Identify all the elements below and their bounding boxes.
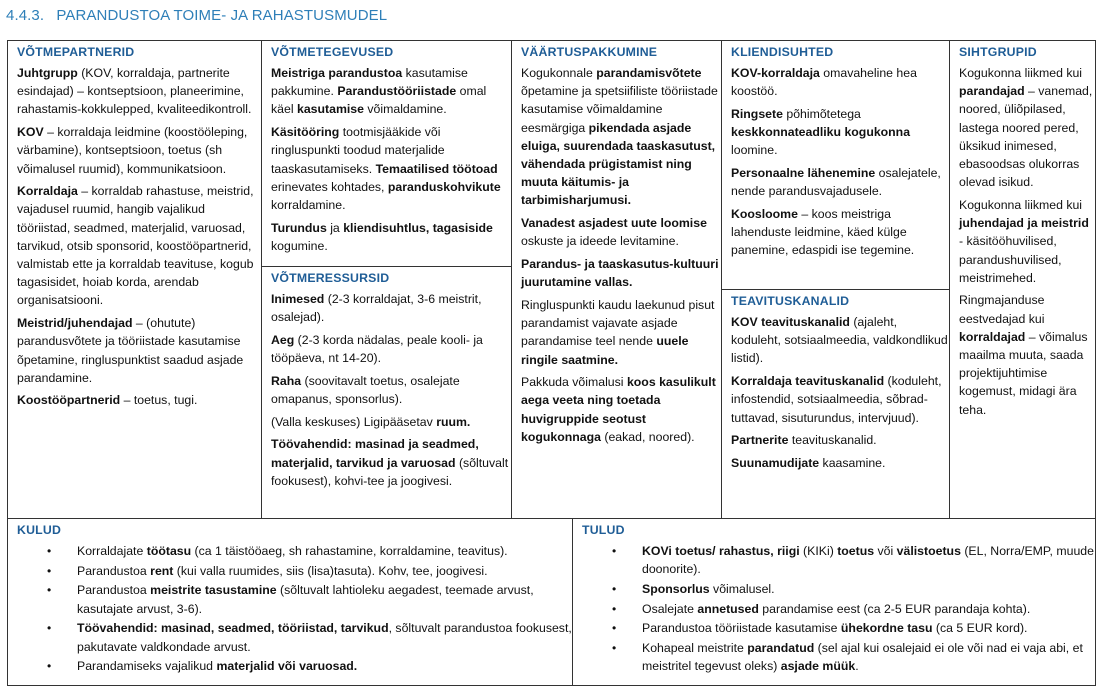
bullet-item xyxy=(77,619,572,655)
bold-text: kasutamise xyxy=(296,102,364,117)
text-run: (sõltuvalt lahtioleku aegadest, teemade arvust, kasutajate arvust, 3-6). xyxy=(77,583,534,616)
bold-text: rent xyxy=(150,563,174,578)
text-run: (kui valla ruumides, siis (lisa)tasuta). Kohv, tee, joogivesi. xyxy=(173,563,488,578)
text-run: või xyxy=(874,544,897,558)
text-run: Parandustoa xyxy=(77,563,151,578)
text-run: – korraldaja leidmine (koostööleping, värbamine), kontseptsioon, toetus (sh võimalusel ruumid), kommunikatsioon. xyxy=(17,125,248,176)
cell-title: VÕTMERESSURSID xyxy=(271,271,390,285)
text-run: parandamise eest (ca 2-5 EUR parandaja kohta). xyxy=(758,601,1031,616)
section-number: 4.4.3. xyxy=(6,7,45,24)
paragraph xyxy=(521,214,721,250)
bullet-list xyxy=(17,542,572,675)
text-run: Osalejate xyxy=(642,601,698,616)
text-run: – korraldab rahastuse, meistrid, vajadusel ruumid, hangib vajalikud tööriistad, seadmed, materjalid, varuosad, tarvikud, otsib sponsorid, koostööpartnerid, valmistab ette ja korraldab teavituse, kogub tagasisidet, hoiab korda, arendab organisatsiooni. xyxy=(17,184,254,308)
cell-body xyxy=(521,64,721,446)
section-heading xyxy=(6,7,387,24)
text-run: Kogukonnale xyxy=(521,66,597,80)
bold-text: Vanadest asjadest uute xyxy=(521,216,658,231)
bold-text: Töövahendid: masinad, seadmed, tööriistad, tarvikud xyxy=(77,621,389,636)
text-run: – võimalus maailma muuta, saada projektijuhtimise kogemust, midagi ära teha. xyxy=(959,329,1088,417)
bold-text: toetus xyxy=(837,544,875,558)
bullet-item xyxy=(642,600,1095,618)
bold-text: Partnerite xyxy=(731,433,789,448)
bold-text: pikendada asjade eluiga, suurendada taaskasutust, vähendada prügistamist ning muuta käitumis- ja tarbimisharjumusi. xyxy=(521,120,716,208)
paragraph xyxy=(731,105,949,160)
text-run: teavituskanalid. xyxy=(788,433,877,448)
cell-customer-relations xyxy=(721,40,950,290)
bold-text: parandatud xyxy=(747,641,815,656)
paragraph xyxy=(521,255,721,291)
text-run: Parandustoa tööriistade kasutamise xyxy=(642,621,841,636)
text-run: (2-3 korda nädalas, peale kooli- ja tööpäeva, nt 14-20). xyxy=(271,332,483,366)
text-run: - käsitööhuvilised, parandushuvilised, meistrimehed. xyxy=(959,234,1062,285)
bold-text: Korraldaja teavituskanalid xyxy=(731,374,885,389)
text-run: Parandustoa xyxy=(77,583,151,598)
business-model-canvas xyxy=(7,40,1096,686)
text-run: (ca 1 täistööaeg, sh rahastamine, korraldamine, teavitus). xyxy=(191,544,508,558)
text-run: Kogukonna liikmed kui xyxy=(959,197,1083,212)
cell-title: TULUD xyxy=(582,523,625,537)
paragraph xyxy=(731,205,949,260)
text-run: (eakad, noored). xyxy=(600,429,695,444)
text-run: võimalusel. xyxy=(709,581,775,596)
text-run: omal käel xyxy=(271,84,487,117)
bold-text: ühekordne tasu xyxy=(840,621,933,636)
text-run: kogumine. xyxy=(271,238,328,253)
cell-title: KLIENDISUHTED xyxy=(731,45,834,59)
cell-costs xyxy=(7,518,573,686)
cell-channels xyxy=(721,289,950,519)
bold-text: Temaatilised töötoad xyxy=(375,161,498,176)
bold-text: Aeg xyxy=(271,332,295,347)
cell-body xyxy=(959,64,1095,419)
bullet-item xyxy=(77,657,572,675)
bold-text: korraldajad xyxy=(959,329,1026,344)
text-run: õpetamine ja spetsiifiliste tööriistade kasutamise võimaldamine eesmärgiga xyxy=(521,84,718,135)
bold-text: Parandustööriistade xyxy=(337,84,457,99)
bold-text: Personaalne lähenemine xyxy=(731,166,876,181)
text-run: , sõltuvalt parandustoa fookusest, pakutavate valdkondade arvust. xyxy=(77,621,572,654)
bold-text: Käsitööring xyxy=(271,125,340,140)
text-run: (KOV, korraldaja, partnerite esindajad) – kontseptsioon, planeerimine, rahastamis-kokkulepped, kvaliteedikontroll. xyxy=(17,66,252,117)
text-run: (sel ajal kui osalejaid ei ole või nad ei vaja abi, et meistritel tegevust oleks) xyxy=(642,641,1083,674)
cell-title: VÄÄRTUSPAKKUMINE xyxy=(521,45,658,59)
paragraph xyxy=(271,219,511,255)
cell-value-proposition xyxy=(511,40,722,519)
bold-text: loomise xyxy=(660,216,707,231)
text-run: (ajaleht, koduleht, sotsiaalmeedia, valdkondlikud listid). xyxy=(731,315,948,366)
paragraph xyxy=(17,391,261,409)
text-run: korraldamine. xyxy=(271,197,346,212)
bold-text: materjalid või varuosad. xyxy=(216,659,358,674)
text-run: – vanemad, noored, üliõpilased, lastega noored pered, üksikud inimesed, ebasoodsas olukorras olevad isikud. xyxy=(959,84,1093,190)
cell-key-partners xyxy=(7,40,262,519)
bold-text: meistrite tasustamine xyxy=(150,583,277,598)
bold-text: juhendajad ja meistrid xyxy=(959,216,1089,231)
bold-text: kliendisuhtlus, tagasiside xyxy=(343,220,493,235)
paragraph xyxy=(731,313,949,368)
text-run: osalejatele, nende parandusvajadusele. xyxy=(731,166,941,199)
text-run: (sõltuvalt fookusest), kohvi-tee ja joogivesi. xyxy=(271,455,509,488)
paragraph xyxy=(731,64,949,100)
paragraph xyxy=(271,331,511,367)
text-run: põhimõtetega xyxy=(782,106,861,121)
text-run: omavaheline hea koostöö. xyxy=(731,66,917,99)
bold-text: parandamisvõtete xyxy=(596,66,702,80)
cell-body xyxy=(271,64,511,255)
text-run: – toetus, tugi. xyxy=(120,393,198,408)
bold-text: parandajad xyxy=(959,84,1025,99)
bold-text: Meistrid/juhendajad xyxy=(17,316,133,331)
bold-text: Turundus xyxy=(271,220,327,235)
bold-text: Suunamudijate xyxy=(731,455,820,470)
text-run: tootmisjääkide või ringluspunkti toodud materjalide taaskasutamiseks. xyxy=(271,125,445,176)
paragraph xyxy=(271,290,511,326)
bullet-item xyxy=(77,542,572,560)
text-run: (EL, Norra/EMP, muude doonorite). xyxy=(642,544,1094,577)
bold-text: koos kasulikult aega veeta ning toetada huvigruppide seotust kogukonnaga xyxy=(521,375,716,444)
bullet-list xyxy=(582,542,1095,675)
bold-text: KOVi toetus/ rahastus, riigi xyxy=(642,544,800,558)
paragraph xyxy=(521,373,721,446)
bold-text: Meistriga parandustoa xyxy=(271,66,403,80)
cell-customer-segments xyxy=(949,40,1096,519)
bold-text: Inimesed xyxy=(271,292,325,306)
text-run: Kohapeal meistrite xyxy=(642,641,748,656)
paragraph xyxy=(271,64,511,119)
bold-text: KOV xyxy=(17,125,44,140)
paragraph xyxy=(17,64,261,119)
bold-text: paranduskohvikute xyxy=(387,179,501,194)
paragraph xyxy=(731,372,949,427)
text-run: (2-3 korraldajat, 3-6 meistrit, osalejad). xyxy=(271,292,482,325)
cell-title: SIHTGRUPID xyxy=(959,45,1037,59)
cell-body xyxy=(731,313,949,472)
text-run: kaasamine. xyxy=(819,455,886,470)
paragraph xyxy=(521,296,721,369)
bold-text: keskkonnateadliku kogukonna xyxy=(731,125,911,140)
paragraph xyxy=(959,196,1095,287)
bold-text: välistoetus xyxy=(896,544,961,558)
text-run: erinevates kohtades, xyxy=(271,179,388,194)
text-run: – (ohutute) parandusvõtete ja tööriistade kasutamise õpetamine, ringluspunktist saadud asjade parandamine. xyxy=(17,316,244,385)
paragraph xyxy=(271,372,511,408)
paragraph xyxy=(17,182,261,309)
text-run: kasutamise pakkumine. xyxy=(271,66,468,99)
paragraph xyxy=(731,164,949,200)
bold-text: annetused xyxy=(697,601,759,616)
text-run: . xyxy=(855,659,859,674)
cell-body xyxy=(271,290,511,490)
text-run: Ringmajanduse eestvedajad kui xyxy=(959,293,1045,326)
paragraph xyxy=(17,314,261,387)
text-run: Korraldajate xyxy=(77,544,147,558)
paragraph xyxy=(17,123,261,178)
bullet-item xyxy=(642,639,1095,675)
paragraph xyxy=(271,123,511,214)
bold-text: ruum. xyxy=(436,414,471,429)
text-run: – koos meistriga lahenduste leidmine, käed külge panemine, edaspidi ise tegemine. xyxy=(731,206,915,258)
bold-text: Juhtgrupp xyxy=(17,66,78,80)
text-run: (ca 5 EUR kord). xyxy=(932,621,1028,636)
bold-text: Sponsorlus xyxy=(642,581,710,596)
cell-title: TEAVITUSKANALID xyxy=(731,294,850,308)
bold-text: uuele ringile saatmine. xyxy=(521,334,689,367)
text-run: oskuste ja ideede levitamine. xyxy=(521,234,679,249)
bullet-item xyxy=(642,580,1095,598)
text-run: ja xyxy=(326,220,344,235)
bullet-item xyxy=(642,542,1095,578)
text-run: Parandamiseks vajalikud xyxy=(77,659,217,674)
text-run: Pakkuda võimalusi xyxy=(521,375,627,390)
text-run: (koduleht, infostendid, sotsiaalmeedia, sõbrad-tuttavad, sisuturundus, intervjuud). xyxy=(731,374,942,425)
text-run: loomine. xyxy=(731,143,778,158)
bold-text: Koosloome xyxy=(731,206,798,221)
bold-text: KOV teavituskanalid xyxy=(731,315,850,329)
bold-text: Koostööpartnerid xyxy=(17,393,121,408)
bold-text: töötasu xyxy=(146,544,192,558)
cell-revenue xyxy=(572,518,1096,686)
text-run: (KIKi) xyxy=(799,544,838,558)
text-run: (Valla keskuses) Ligipääsetav xyxy=(271,414,437,429)
bold-text: Parandus- ja taaskasutus-kultuuri juurutamine vallas. xyxy=(521,257,719,290)
text-run: Kogukonna liikmed kui xyxy=(959,66,1083,80)
bullet-item xyxy=(642,619,1095,637)
paragraph xyxy=(731,454,949,472)
paragraph xyxy=(959,291,1095,418)
section-title: PARANDUSTOA TOIME- JA RAHASTUSMUDEL xyxy=(56,7,388,24)
paragraph xyxy=(959,64,1095,191)
paragraph xyxy=(521,64,721,210)
bold-text: Korraldaja xyxy=(17,184,78,199)
cell-body xyxy=(17,542,572,675)
cell-title: VÕTMETEGEVUSED xyxy=(271,45,394,59)
bold-text: Raha xyxy=(271,373,302,388)
cell-body xyxy=(731,64,949,260)
bold-text: KOV-korraldaja xyxy=(731,66,820,80)
paragraph xyxy=(271,435,511,490)
cell-body xyxy=(582,542,1095,675)
text-run: võimaldamine. xyxy=(363,102,447,117)
text-run: Ringluspunkti kaudu laekunud pisut parandamist vajavate asjade parandamise teel nende xyxy=(521,297,715,349)
cell-body xyxy=(17,64,261,410)
text-run: (soovitavalt toetus, osalejate omapanus, sponsorlus). xyxy=(271,373,460,407)
bold-text: Töövahendid: masinad ja seadmed, materjalid, tarvikud ja varuosad xyxy=(271,437,479,470)
paragraph xyxy=(271,413,511,431)
cell-key-activities xyxy=(261,40,512,267)
bullet-item xyxy=(77,562,572,580)
cell-title: KULUD xyxy=(17,523,62,537)
bold-text: Ringsete xyxy=(731,106,783,121)
bold-text: asjade müük xyxy=(780,659,856,674)
bullet-item xyxy=(77,581,572,617)
paragraph xyxy=(731,431,949,449)
cell-title: VÕTMEPARTNERID xyxy=(17,45,135,59)
cell-key-resources xyxy=(261,266,512,519)
